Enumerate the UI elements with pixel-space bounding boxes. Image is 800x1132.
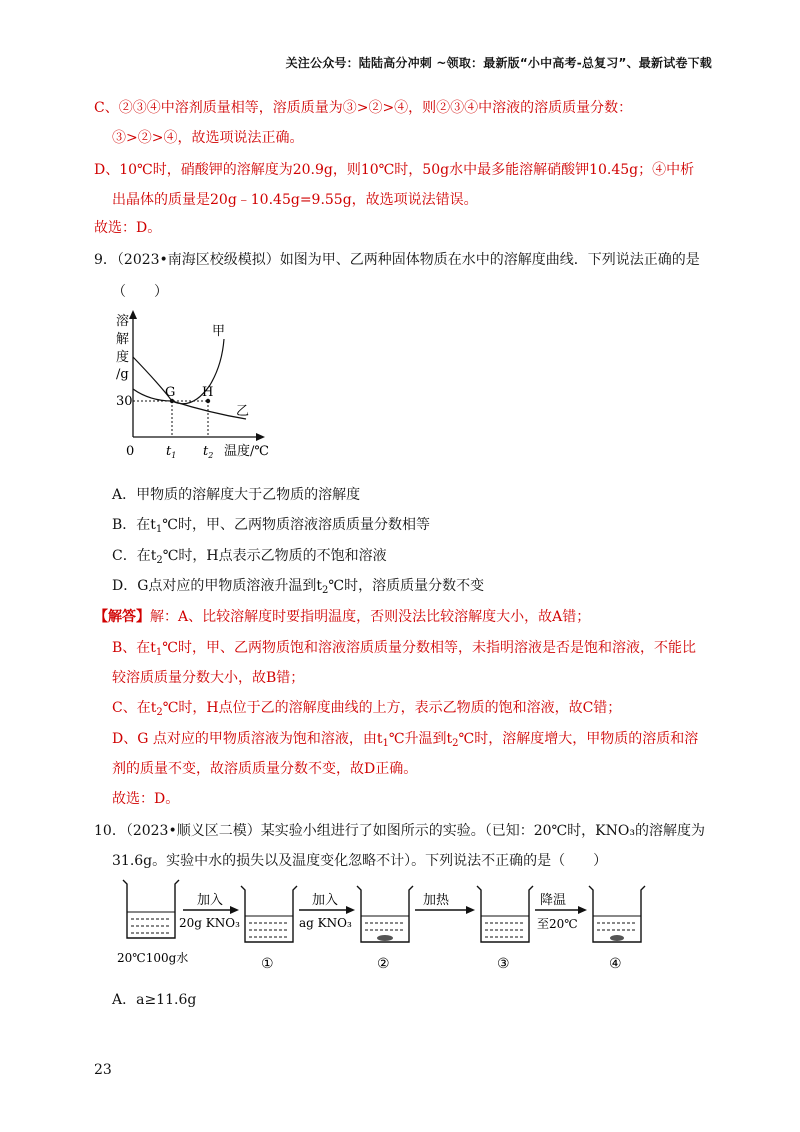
page-number: 23 [94, 1062, 112, 1078]
q9-y-label-2: 解 [116, 332, 130, 347]
q9-answer-d1: D、G 点对应的甲物质溶液为饱和溶液，由$t_1℃$升温到$t_2℃$时，溶解度增大，甲物质的溶质和溶 [112, 731, 699, 749]
beaker-1 [241, 886, 297, 942]
arrow-1-bottom: 20g KNO₃ [179, 916, 240, 930]
arrow-3-head [466, 906, 475, 914]
page-header: 关注公众号：陆陆高分冲刺 ~领取：最新版“小中高考-总复习”、最新试卷下载 [285, 56, 712, 70]
q9-x-label: 温度/℃ [224, 444, 269, 459]
q9-answer-b1: B、在$t_1℃$时，甲、乙两物质饱和溶液溶质质量分数相等，未指明溶液是否是饱和溶液，不能比 [112, 640, 696, 658]
q9-y-axis-arrow [129, 310, 137, 319]
q9-curve-yi [133, 389, 246, 419]
q10-stem-line2: 31.6g。实验中水的损失以及温度变化忽略不计）。下列说法不正确的是（ ） [112, 853, 608, 869]
prev-answer-d-line2: 出晶体的质量是20g﹣10.45g=9.55g，故选项说法错误。 [112, 192, 478, 208]
q10-stem-line1: 10．（2023•顺义区二模）某实验小组进行了如图所示的实验。（已知：20℃时，KNO₃的溶解度为 [94, 823, 705, 839]
beaker-4-label: ④ [609, 956, 622, 972]
arrow-1-head [230, 906, 239, 914]
start-label: 20℃100g水 [117, 951, 189, 965]
q9-stem-line2: （ ） [112, 284, 168, 300]
q9-y-label-3: 度 [116, 350, 130, 365]
q10-option-a: A．a≥11.6g [112, 992, 197, 1008]
q9-x-axis-arrow [256, 433, 265, 441]
q9-option-c: C．在$t_2℃$时，H点表示乙物质的不饱和溶液 [112, 548, 387, 566]
q9-answer-tag: 【解答】 [94, 609, 150, 625]
q9-answer-a: 【解答】解：A、比较溶解度时要指明温度，否则没法比较溶解度大小，故A错； [94, 609, 591, 625]
q9-origin: 0 [126, 444, 135, 459]
arrow-1-top: 加入 [197, 893, 224, 908]
arrow-4-head [578, 906, 587, 914]
q9-y-label-1: 溶 [116, 314, 130, 329]
beaker-3-label: ③ [497, 956, 510, 972]
q9-solubility-graph [100, 305, 300, 475]
q9-answer-d2: 剂的质量不变，故溶质质量分数不变，故D正确。 [112, 761, 418, 777]
q9-option-a: A．甲物质的溶解度大于乙物质的溶解度 [112, 487, 361, 503]
prev-answer-conclusion: 故选：D。 [94, 220, 162, 236]
prev-answer-c-line1: C、②③④中溶剂质量相等，溶质质量为③>②>④，则②③④中溶液的溶质质量分数： [94, 100, 633, 116]
q9-option-b: B．在$t_1℃$时，甲、乙两物质溶液溶质质量分数相等 [112, 517, 430, 535]
q9-conclusion: 故选：D。 [112, 791, 180, 807]
arrow-2-top: 加入 [312, 893, 339, 908]
q9-t1-label: $t_1$ [166, 444, 177, 460]
q9-point-g-label: G [165, 385, 176, 400]
arrow-4-bottom: 至20℃ [537, 917, 578, 931]
arrow-4-top: 降温 [540, 893, 567, 908]
beaker-1-label: ① [261, 956, 274, 972]
beaker-3 [477, 886, 533, 942]
prev-answer-c-line2: ③>②>④，故选项说法正确。 [112, 130, 304, 146]
prev-answer-d-line1: D、10℃时，硝酸钾的溶解度为20.9g，则10℃时，50g水中最多能溶解硝酸钾10.45g；④中析 [94, 162, 695, 178]
arrow-3-top: 加热 [423, 893, 450, 908]
beaker-2-label: ② [377, 956, 390, 972]
q10-experiment-diagram [115, 872, 675, 982]
q9-option-d: D．G点对应的甲物质溶液升温到$t_2℃$时，溶质质量分数不变 [112, 578, 485, 596]
q9-answer-b2: 较溶质质量分数大小，故B错； [112, 670, 305, 686]
q9-point-h-label: H [202, 385, 214, 400]
q9-y-label-4: /g [116, 367, 129, 382]
q9-y-label [116, 313, 129, 382]
q9-t2-label: $t_2$ [203, 444, 214, 460]
beaker-2 [357, 886, 413, 942]
q9-answer-c: C、在$t_2℃$时，H点位于乙的溶解度曲线的上方，表示乙物质的饱和溶液，故C错； [112, 700, 622, 718]
q9-curve-jia-label: 甲 [212, 324, 226, 339]
beaker-start [123, 880, 179, 938]
arrow-2-head [346, 906, 355, 914]
q9-stem-line1: 9．（2023•南海区校级模拟）如图为甲、乙两种固体物质在水中的溶解度曲线．下列说法正确的是 [94, 252, 700, 268]
arrow-2-bottom: ag KNO₃ [299, 916, 352, 930]
beaker-4 [589, 886, 645, 942]
q9-curve-yi-label: 乙 [236, 404, 250, 419]
q9-y-tick-30: 30 [116, 394, 133, 409]
